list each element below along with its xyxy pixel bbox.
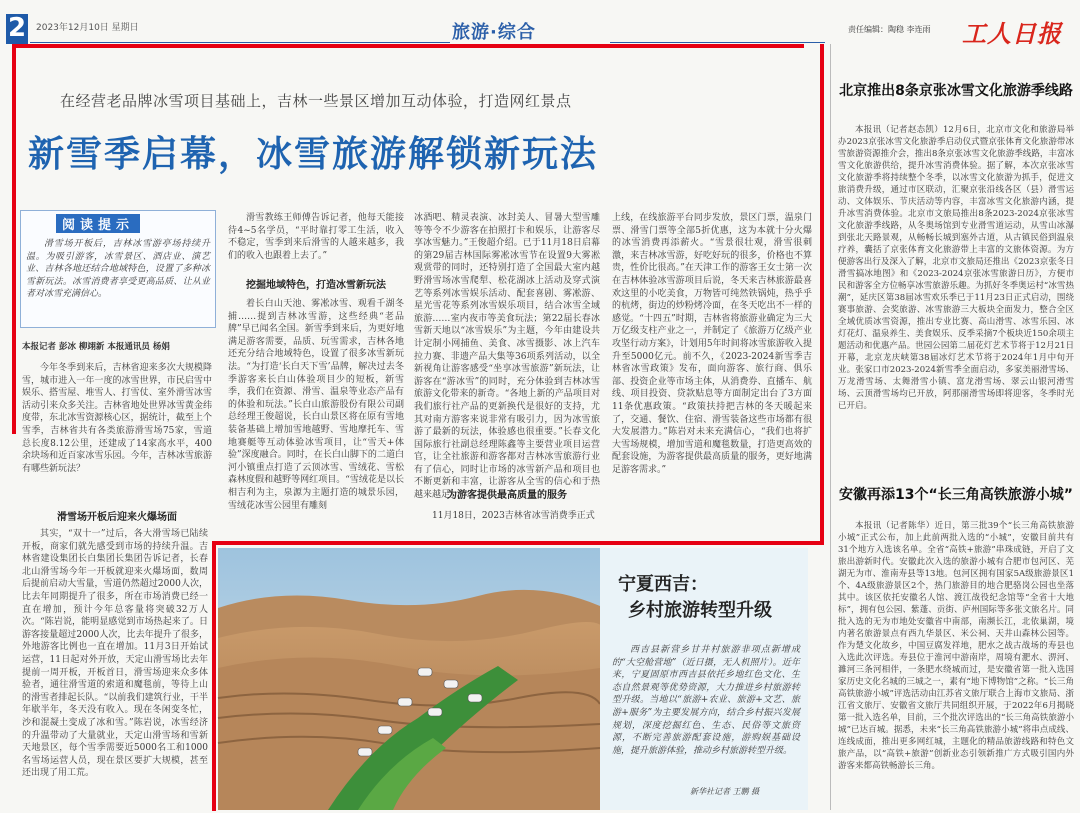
headline: 新雪季启幕，冰雪旅游解锁新玩法 bbox=[28, 134, 599, 175]
article-beijing-title: 北京推出8条京张冰雪文化旅游季线路 bbox=[839, 83, 1073, 99]
col1-body: 今年冬季到来后，吉林省迎来多次大规模降雪，城市进入一年一度的冰雪世界，市民启雪中娱乐、搭雪屋、堆雪人、打雪仗、室外滑雪冰雪活动引来众多关注。吉林省地处世界冰雪黄金纬度带，东北冰雪资源核心区，据统计，截至上个雪季，吉林省共有各类旅游滑雪场75家，雪道总长度8.12公里，还建成了14家高水平，400余块场和近百家冰雪乐园。今年，吉林冰雪旅游有哪些新玩法？ bbox=[22, 363, 212, 474]
editor-credit: 责任编辑：陶稳 李连雨 bbox=[848, 25, 931, 34]
section-title: 旅游·综合 bbox=[452, 22, 536, 43]
kicker: 在经营老品牌冰雪项目基础上，吉林一些景区增加互动体验，打造网红景点 bbox=[60, 92, 572, 110]
article-beijing-body: 本报讯（记者赵态凯）12月6日，北京市文化和旅游局举办2023京张冰雪文化旅游季启动仪式暨京张体育文化旅游带冰雪旅游资源推介会，推出8条京张冰雪文化旅游季线路，丰富冰雪文化旅游供给，提升冰雪消费体验。据了解，本次京张冰雪文化旅游季将持续整个冬季，以冰雪文化旅游为抓手，促进文旅消费升级，通过市区联动，汇聚京张沿线各区（县）滑雪运动、文体娱乐、节庆活动等内容，丰富冰雪文化旅游内涵，提升冰雪消费体验。北京市文旅局推出8条2023-2024京张冰雪文化旅游季线路，从冬奥场馆到专业滑雪道运动，从雪山冰瀑到张北天路景观，从畅畅长城到塞外古道，从古镇民俗到温泉疗养，囊括了京张体育文化旅游带上丰富的文旅体资源。为方便游客出行及深入了解，北京市文旅局还推出《2023京张冬日滑雪搞冰地图》和《2023-2024京张冰雪旅游日历》，方便市民和游客全方位畅享冰雪旅游乐趣。为抓好冬季奥运村“冰雪热潮”，延庆区第38届冰雪欢乐季已于11月23日正式启动，围绕赛事旅游、会奖旅游、冰雪旅游三大板块全面发力，整合全区全域优质冰雪资源，推出专业比赛、高山滑雪、冰雪乐园、冰灯花灯、温泉养生、美食娱乐、反季采摘7个板块近150余项主题活动和优惠产品。世园公园第二届花灯艺术节将于12月21日开幕，北京龙庆峡第38届冰灯艺术节将于2024年1月中旬开业。张家口市2023-2024新雪季全面启动，多家美丽滑雪场、万龙滑雪场、太舞滑雪小镇、富龙滑雪场、翠云山银河滑雪场、云顶滑雪场均已开放，阿那丽滑雪场即将迎客，冬季时光已开启。 bbox=[838, 125, 1074, 411]
header-rule bbox=[30, 42, 450, 43]
ningxia-title-2: 乡村旅游转型升级 bbox=[628, 600, 772, 621]
article-anhui-body: 本报讯（记者陈华）近日，第三批39个“长三角高铁旅游小城”正式公布，加上此前两批入选的“小城”，安徽目前共有31个地方入选该名单。全省“高铁+旅游”串珠成链，开启了文旅出游新时代。安徽此次入选的旅游小城有合肥市包河区、芜湖无为市、淮南寿县等13地。包河区拥有国家5A级旅游景区1个、4A级旅游景区2个，热门旅游目的地合肥骆岗公园也坐落其中。该区依托安徽名人馆、渡江战役纪念馆等“全省十大地标”，拥有包公园、紫蓬、贡街、庐州国际等多张文旅名片。同批入选的无为市地处安徽省中南部，南濒长江，北依巢湖，境内著名旅游景点有西九华景区、米公祠、天井山森林公园等。作为楚文化故乡，中国豆腐发祥地，肥水之战古战场的寿县也入选此次评选。寿县位于淮河中游南岸，周境有淝水、淠河、濉河三条河相伴，一条肥水绕城而过，是安徽省第一批入选国家历史文化名城的三城之一，素有“地下博物馆”之称。“长三角高铁旅游小城”评选活动由江苏省文旅厅联合上海市文旅局、浙江省文旅厅、安徽省文旅厅共同组织开展，于2022年6月揭晓第一批入选名单，目前，三个批次评选出的“长三角高铁旅游小城”已达百城。据悉，未来“长三角高铁旅游小城”将串点成线、连线成面，推出更多网红城，主题化的精品旅游线路和特色文旅产品，以“高铁+旅游”创新业态引领新推广方式吸引国内外游客来都高铁畅游长三角。 bbox=[838, 521, 1074, 771]
right-column-divider bbox=[830, 44, 831, 810]
col2-body-2: 着长白山天池、雾凇冰雪、观看千湖冬捕……提到吉林冰雪游，这些经典“老品牌”早已闻名全国。新雪季到来后，为更好地满足游客需要，品质、玩雪需求，吉林各地还充分结合地域特色，设置了很多冰雪新玩法。“为打造‘长白天下雪’品牌，解决过去冬季游客来长白山体验项目少的短板，新雪季，我们在资源、滑雪、温泉等业态产品有的体验和玩法。”长白山旅游股份有限公司副总经理王俊超说，长白山景区将在原有雪地装备基础上增加雪地越野、雪地摩托车、雪地赛艇等互动体验冰雪项目，让“雪天+体验”深度融合。同时，在长白山脚下的二道白河小镇重点打造了云顶冰雪、雪绒花、雪松森林度假和越野等网红项目。“雪绒花是以长相吉利为主，泉源为主题打造的城景乐园，雪绒花冰雪公园里有雕刻 bbox=[228, 299, 404, 511]
photo-panel bbox=[218, 548, 600, 810]
col2-body: 滑雪教练王师傅告诉记者，他每天能接待4~5名学员，“平时靠打零工生活，收入不稳定，雪季到来后滑雪的人越来越多，我们的收入也跟着上去了。” bbox=[228, 213, 404, 261]
subhead-1: 滑雪场开板后迎来火爆场面 bbox=[57, 512, 177, 523]
photo-credit: 新华社记者 王鹏 摄 bbox=[690, 787, 760, 796]
landscape-photo bbox=[218, 548, 600, 810]
reading-tip-text: 滑雪场开板后，吉林冰雪游亭场持续升温。为吸引游客，冰雪景区、酒店业、演艺业、吉林各地还结合地域特色，设置了多种冰雪新玩法。冰雪消费者享受更高品质、让从业者对冰雪充满信心。 bbox=[26, 239, 210, 300]
subhead-2: 挖掘地域特色，打造冰雪新玩法 bbox=[246, 280, 386, 291]
col4-body: 上线，在线旅游平台同步发放，景区门票，温泉门票、滑雪门票等全部5折优惠，这为本就十分火爆的冰雪消费再添薪火。“雪景很壮观，滑雪很刺激，来吉林冰雪游，好吃好玩的很多，价格也不算贵，性价比很高。”在天津工作的游客王女士第一次在吉林体验冰雪游项目后说，冬天来吉林旅游最喜欢这里的小吃美食，万物皆可纯然铁锅炖，热乎乎的杭烤，街边的炒粉烤冷面，在冬天吃出不一样的感觉。“十四五”时期，吉林省将旅游业确定为三大万亿级支柱产业之一，并制定了《旅游万亿级产业攻坚行动方案》，计划用5年时间将冰雪旅游收入提升至5000亿元。前不久，《2023-2024新雪季吉林省冰雪政策》发布，面向游客、旅行商、俱乐部、投资企业等市场主体，从消费券、直播车、航线、项目投资、贷款贴息等方面制定出台了3方面11条优惠政策。“政策扶持把吉林的冬天暖起来了，交通、餐饮、住宿、滑雪装备这些市场都有很大发展潜力。”陈岩对未来充满信心，“我们也将扩大雪场规模，增加雪道和魔毯数量，打造更高效的配套设施，为游客提供最高质量的服务，更好地满足游客需求。” bbox=[612, 213, 812, 475]
ningxia-title-1: 宁夏西吉： bbox=[618, 574, 708, 595]
reading-tip-title: 阅读提示 bbox=[56, 214, 140, 233]
byline: 本报记者 彭冰 柳翊新 本报通讯员 杨娟 bbox=[22, 342, 170, 352]
header-rule-right bbox=[610, 42, 825, 43]
col3-body-2: 11月18日，2023吉林省冰雪消费季正式 bbox=[432, 511, 595, 521]
newspaper-logo: 工人日报 bbox=[962, 19, 1062, 48]
highlight-box-inner bbox=[212, 541, 216, 811]
article-anhui-title: 安徽再添13个“长三角高铁旅游小城” bbox=[839, 487, 1073, 503]
issue-date: 2023年12月10日 星期日 bbox=[36, 23, 139, 33]
page-number: 2 bbox=[7, 13, 27, 43]
highlight-box-left bbox=[12, 44, 16, 434]
col1-body-2: 其实，“双十一”过后，各大滑雪场已陆续开板，商家们就先感受到市场的持续升温。吉林省建设集团长白集团长集团告诉记者，长春北山滑雪场今年一开板就迎来火爆场面，数周后提前启动大雪量，雪道仍然超过2000人次，比去年同期提升了很多，所在市场消费已经一直在增加，预计今年总客量将突破32万人次。“陈岩说，能明显感觉到市场热起来了。日游客接量超过2000人次，比去年提升了很多，外地游客比例也一直在增加。11月3日开始试运营，11日起对外开放，天定山滑雪场比去年提前一周开板，开板首日，滑雪场迎来众多体验者，通往滑雪道的索道和魔毯前，等待上山的滑雪者排起长队。“以前我们建筑行业，干半年歇半年，冬天没有收入。现在冬闲变冬忙，沙和混凝土变成了冰和雪。”陈岩说，冰雪经济的升温带动了大量就业，天定山滑雪场和雪新天地景区，每个雪季需要近5000名工和1000名雪场运营人员，现在景区要扩大规模，甚至还出现了用工荒。 bbox=[22, 529, 208, 779]
subhead-3: 为游客提供最高质量的服务 bbox=[447, 490, 567, 501]
highlight-box-top bbox=[12, 44, 804, 48]
highlight-box-mid bbox=[212, 541, 824, 545]
highlight-box-right bbox=[820, 44, 824, 544]
ningxia-caption: 西吉县新营乡甘井村旅游非项点新增成的“大空舱营地”（近日摄，无人机照片）。近年来，宁夏固原市西吉县依托乡地红色文化、生态自然景观等优势资源，大力推进乡村旅游转型升级。当地以“旅游+农业、旅游+文艺、旅游+服务”为主要发展方向，结合乡村振兴发展规划，深度挖掘红色、生态、民俗等文旅资源，不断完善旅游配套设施，游购娱基础设施，提升旅游体验，推动乡村旅游转型升级。 bbox=[612, 645, 800, 756]
col3-body: 冰酒吧、精灵表演、冰封美人、冒暑大型雪雕等等令不少游客在拍照打卡和娱乐，让游客尽享冰雪魅力。”王俊超介绍。已于11月18日启幕的第29届吉林国际雾凇冰雪节在设置9大雾凇观赏带的同时，还特别打造了全国最大室内越野滑雪场冰雪爬犁、松花湖冰上活动及穿式演艺等系列冰雪娱乐活动、配套喜剧、雾凇游、星光雪花等系列冰雪娱乐项目，结合冰雪全域旅游……室内夜市等美食玩法；第22届长春冰雪新天地以“冰雪娱乐”为主题，今年由建设共计定制小网捕鱼、美食、冰雪摄影、冰上汽车拉力赛、非遗产品大集等36项系列活动，以全新视角让游客感受“坐享冰雪旅游”新玩法，让游客在“游冰雪”的同时，充分体验到吉林冰雪旅游文化带来的新奇。“各地上新的产品项目对我们旅行社产品的更新换代是很好的支持，尤其对南方游客来说非常有吸引力，因为冰雪旅游了最新的玩法，体验感也很重要。”长春文化国际旅行社副总经理陈鑫等主要营业项目运营官，让全社旅游和游客都对吉林冰雪旅游行业有了信心，同时让市场的冰雪新产品和项目也不断更新和丰富，让游客从全雪的信心和于热越来越足。 bbox=[414, 213, 600, 501]
